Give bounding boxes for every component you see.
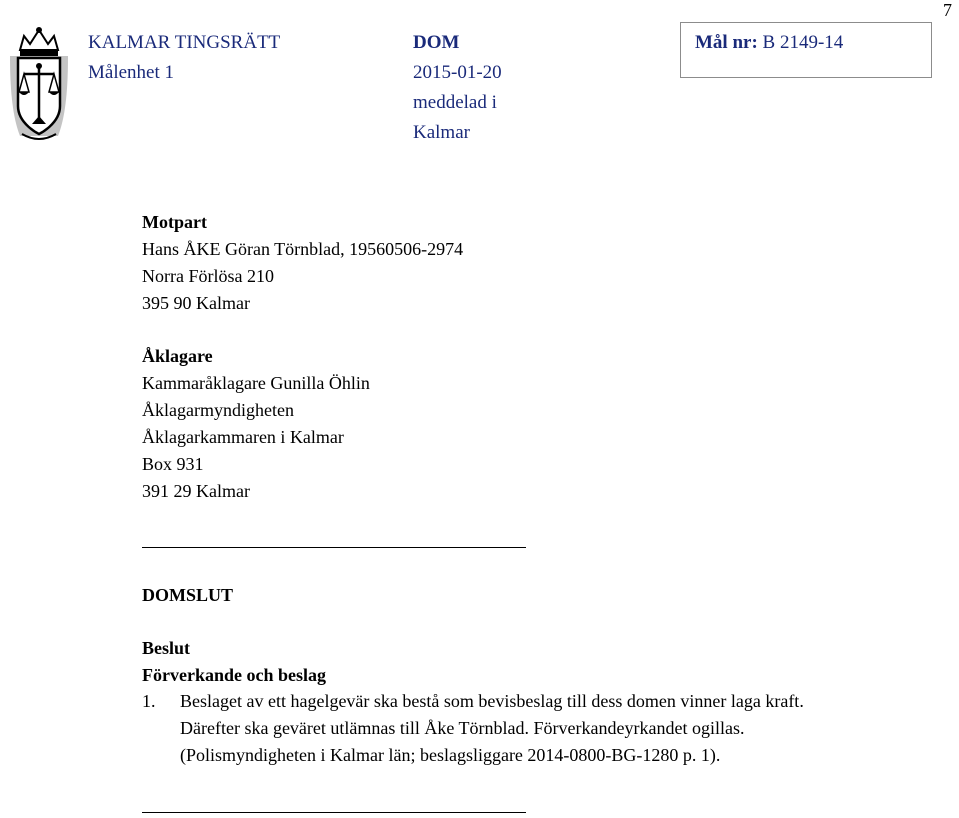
swedish-coat-of-arms-icon: [6, 26, 72, 144]
ruling-item-line: Därefter ska geväret utlämnas till Åke Törnblad. Förverkandeyrkandet ogillas.: [180, 718, 745, 738]
section-divider: [142, 812, 526, 813]
issued-place: Kalmar: [413, 122, 470, 143]
document-date: 2015-01-20: [413, 62, 502, 83]
prosecutor-line: Box 931: [142, 454, 204, 474]
counterparty-line: Hans ÅKE Göran Törnblad, 19560506-2974: [142, 239, 464, 259]
court-name: KALMAR TINGSRÄTT: [88, 32, 281, 53]
page-number: 7: [943, 0, 952, 20]
prosecutor-line: Åklagarkammaren i Kalmar: [142, 427, 344, 447]
case-number-label: Mål nr:: [695, 32, 758, 53]
section-divider: [142, 547, 526, 548]
counterparty-line: 395 90 Kalmar: [142, 293, 250, 313]
prosecutor-line: 391 29 Kalmar: [142, 481, 250, 501]
ruling-section-title: Förverkande och beslag: [142, 665, 326, 685]
issued-label: meddelad i: [413, 92, 497, 113]
case-number-box: [680, 22, 932, 78]
ruling-heading: DOMSLUT: [142, 585, 234, 605]
court-unit: Målenhet 1: [88, 62, 175, 83]
ruling-item-line: (Polismyndigheten i Kalmar län; beslagsliggare 2014-0800-BG-1280 p. 1).: [180, 745, 721, 765]
document-type: DOM: [413, 32, 460, 53]
counterparty-heading: Motpart: [142, 212, 207, 232]
ruling-subheading: Beslut: [142, 638, 191, 658]
case-number: B 2149-14: [762, 32, 844, 53]
counterparty-line: Norra Förlösa 210: [142, 266, 274, 286]
prosecutor-line: Kammaråklagare Gunilla Öhlin: [142, 373, 370, 393]
prosecutor-line: Åklagarmyndigheten: [142, 400, 294, 420]
prosecutor-heading: Åklagare: [142, 346, 213, 366]
ruling-item-number: 1.: [142, 691, 156, 711]
ruling-item-line: Beslaget av ett hagelgevär ska bestå som bevisbeslag till dess domen vinner laga kraft.: [180, 691, 804, 711]
